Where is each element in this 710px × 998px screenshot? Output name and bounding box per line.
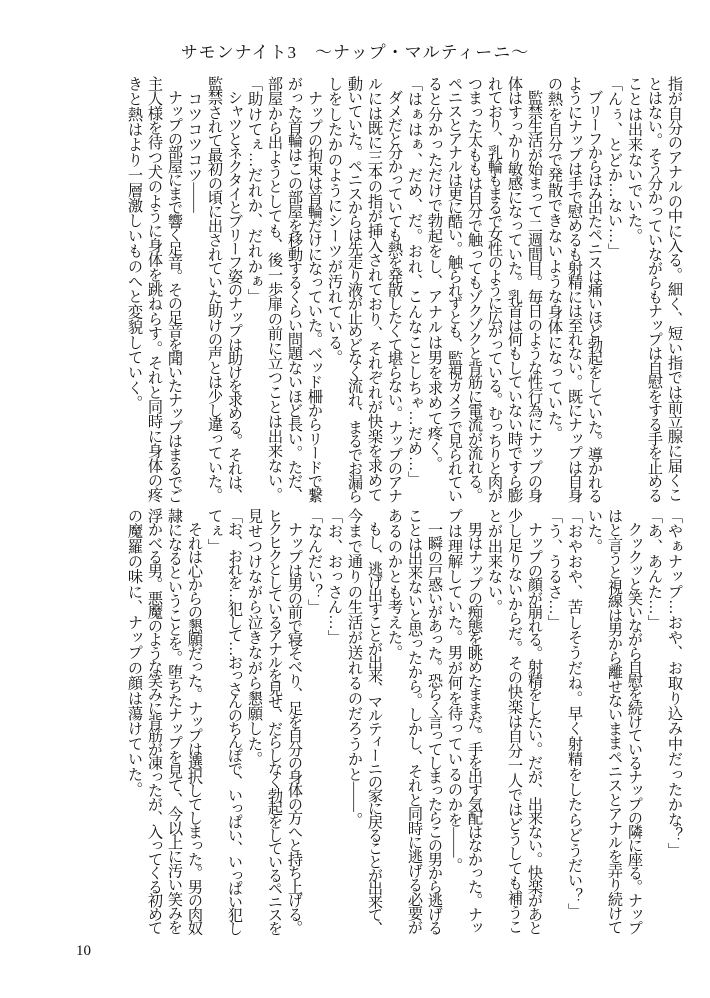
text-line: ことは出来ないと思ったから。しかし、それと同時に逃げる必要が xyxy=(406,508,423,934)
text-column xyxy=(324,76,344,504)
text-line: とはない。そう分かっていながらもナップは自慰をする手を止める xyxy=(646,76,663,502)
text-line: 「お、おれを…犯して…おっさんのちんぽで、いっぱい、いっぱい犯し xyxy=(226,508,243,934)
text-column xyxy=(524,508,544,936)
text-line: てぇ」 xyxy=(206,508,223,554)
text-column xyxy=(364,76,384,504)
text-column xyxy=(384,508,404,936)
text-column xyxy=(464,76,484,504)
text-line: シャツとネクタイとブリーフ姿のナップは助けを求める。それは、 xyxy=(226,76,243,502)
text-column xyxy=(504,76,524,504)
text-line: 「お、おっさん…」 xyxy=(326,508,343,645)
text-line: 「あ、あんた…」 xyxy=(646,508,663,630)
text-line: ヒクヒクとしているアナルを見せ、だらしなく勃起をしているペニスを xyxy=(266,508,283,934)
text-line: 「やぁナップ…おや、お取り込み中だったかな？」 xyxy=(666,508,683,858)
text-column xyxy=(204,76,224,504)
text-line: 部屋から出ようとしても、後一歩扉の前に立つことは出来ない。 xyxy=(266,76,283,502)
lower-text-block xyxy=(122,508,684,936)
text-line: はと言うと視線は男から離せないままペニスとアナルを弄り続けて xyxy=(606,508,623,934)
text-column xyxy=(664,508,684,936)
text-column xyxy=(244,508,264,936)
text-line: ブリーフからはみ出たペニスは痛いほど勃起をしていた。導かれる xyxy=(586,76,603,502)
text-line: コツコツコツ―― xyxy=(186,76,203,213)
text-column xyxy=(284,508,304,936)
text-column xyxy=(184,508,204,936)
text-column xyxy=(384,76,404,504)
text-column xyxy=(204,508,224,936)
text-column xyxy=(264,508,284,936)
text-column xyxy=(264,76,284,504)
text-line: 「助けてぇ…だれか、だれかぁ」 xyxy=(246,76,263,304)
text-line: 「おやおや、苦しそうだね。早く射精をしたらどうだい？」 xyxy=(566,508,583,919)
text-column xyxy=(564,76,584,504)
text-line: ナップの拘束は首輪だけになっていた。ベッド柵からリードで繋 xyxy=(306,76,323,502)
text-line: あるのかとも考えた。 xyxy=(386,508,403,660)
text-column xyxy=(404,76,424,504)
text-line: 動いていた。ペニスからは先走り液が止めどなく流れ、まるでお漏ら xyxy=(346,76,363,502)
text-line: とが出来ない。 xyxy=(486,508,503,615)
text-line: れており、乳輪もまるで女性のように広がっている。むっちりと肉が xyxy=(486,76,503,502)
text-column xyxy=(304,508,324,936)
text-line: ようにナップは手で慰めるも射精には至れない。既にナップは自身 xyxy=(566,76,583,502)
text-column xyxy=(344,76,364,504)
text-column xyxy=(144,76,164,504)
text-column xyxy=(644,508,664,936)
text-line: 監禁されて最初の頃に出されていた助けの声とは少し違っていた。 xyxy=(206,76,223,502)
text-column xyxy=(224,508,244,936)
text-line: 浮かべる男。悪魔のような笑みに背筋が凍ったが、入ってくる初めて xyxy=(146,508,163,934)
text-line: 一瞬の戸惑いがあった。恐らく言ってしまったらこの男から逃げる xyxy=(426,508,443,934)
text-line: プは理解していた。男が何を待っているのかを――。 xyxy=(446,508,463,873)
text-line: 「んぅ、とどか…ない…」 xyxy=(606,76,623,259)
text-column xyxy=(224,76,244,504)
text-column xyxy=(484,76,504,504)
text-line: 見せつけながら泣きながら懇願した。 xyxy=(246,508,263,767)
text-line: の熱を自分で発散できないような身体になっていた。 xyxy=(546,76,563,441)
text-column xyxy=(544,76,564,504)
text-column xyxy=(604,76,624,504)
text-column xyxy=(584,76,604,504)
text-column xyxy=(244,76,264,504)
text-column xyxy=(644,76,664,504)
text-column xyxy=(444,76,464,504)
text-line: 指が自分のアナルの中に入る。細く、短い指では前立腺に届くこ xyxy=(666,76,683,502)
text-column xyxy=(124,508,144,936)
text-line: 「なんだい？」 xyxy=(306,508,323,615)
text-column xyxy=(424,508,444,936)
text-line: それは心からの懇願だった。ナップは選択してしまった。男の肉奴 xyxy=(186,508,203,934)
text-line: 男はナップの痴態を眺めたままだ。手を出す気配はなかった。ナッ xyxy=(466,508,483,934)
text-line: ると分かっただけで勃起をし、アナルは男を求めて疼く。 xyxy=(426,76,443,472)
page-number: 10 xyxy=(76,943,91,959)
text-line: 体はすっかり敏感になっていた。乳首は何もしていない時ですら膨 xyxy=(506,76,523,502)
text-line: 今まで通りの生活が送れるのだろうかと――。 xyxy=(346,508,363,828)
text-column xyxy=(544,508,564,936)
text-column xyxy=(584,508,604,936)
text-line: ルには既に三本の指が挿入されており、それぞれが快楽を求めて xyxy=(366,76,383,502)
text-line: きと熱はより一層激しいものへと変貌していく。 xyxy=(126,76,143,411)
text-column xyxy=(144,508,164,936)
text-column xyxy=(324,508,344,936)
text-line: の魔羅の味に、ナップの顔は蕩けていた。 xyxy=(126,508,143,797)
text-line: 「はぁはぁ、だめ、だ。おれ、こんなことしちゃ…だめ…」 xyxy=(406,76,423,487)
page-title: サモンナイト3 ～ナップ・マルティーニ～ xyxy=(180,43,530,62)
text-line: ペニスとアナルは更に酷い。触られずとも、監視カメラで見られてい xyxy=(446,76,463,502)
text-line: 隷になるということを。堕ちたナップを見て、今以上に汚い笑みを xyxy=(166,508,183,934)
text-line: 「う、うるさ…」 xyxy=(546,508,563,630)
text-column xyxy=(484,508,504,936)
text-column xyxy=(624,76,644,504)
text-column xyxy=(124,76,144,504)
text-column xyxy=(444,508,464,936)
text-line: ことは出来ないでいた。 xyxy=(626,76,643,244)
text-column xyxy=(604,508,624,936)
text-column xyxy=(164,76,184,504)
text-line: しをしたかのようにシーツが汚れている。 xyxy=(326,76,343,365)
text-column xyxy=(624,508,644,936)
text-column xyxy=(284,76,304,504)
text-line: ダメだと分かっていても熱を発散したくて堪らない。ナップのアナ xyxy=(386,76,403,502)
text-column xyxy=(344,508,364,936)
text-line: つまった太ももは自分で触ってもゾクゾクと背筋に電流が流れる。 xyxy=(466,76,483,502)
text-column xyxy=(404,508,424,936)
upper-text-block xyxy=(122,76,684,504)
text-line: ナップの部屋にまで響く足音。その足音を聞いたナップはまるでご xyxy=(166,76,183,502)
text-column xyxy=(524,76,544,504)
text-line: ナップは男の前で寝そべり、足を自分の身体の方へと持ち上げる。 xyxy=(286,508,303,934)
text-column xyxy=(504,508,524,936)
text-column xyxy=(664,76,684,504)
text-line: 少し足りないからだ。その快楽は自分一人ではどうしても補うこ xyxy=(506,508,523,934)
text-column xyxy=(464,508,484,936)
text-column xyxy=(564,508,584,936)
text-column xyxy=(164,508,184,936)
text-line: 監禁生活が始まって二週間目。毎日のような性行為にナップの身 xyxy=(526,76,543,502)
text-column xyxy=(424,76,444,504)
text-line: もし、逃げ出すことが出来、マルティーニの家に戻ることが出来て、 xyxy=(366,508,383,934)
text-column xyxy=(364,508,384,936)
text-line: 主人様を待つ犬のように身体を跳ねらす。それと同時に身体の疼 xyxy=(146,76,163,502)
text-line: クックッと笑いながら自慰を続けているナップの隣に座る。ナップ xyxy=(626,508,643,934)
text-column xyxy=(184,76,204,504)
text-line: ナップの顔が崩れる。射精をしたい。だが、出来ない。快楽があと xyxy=(526,508,543,934)
text-column xyxy=(304,76,324,504)
text-line: いた。 xyxy=(586,508,603,554)
text-line: がった首輪はこの部屋を移動するくらい問題ないほど長い。ただ、 xyxy=(286,76,303,502)
